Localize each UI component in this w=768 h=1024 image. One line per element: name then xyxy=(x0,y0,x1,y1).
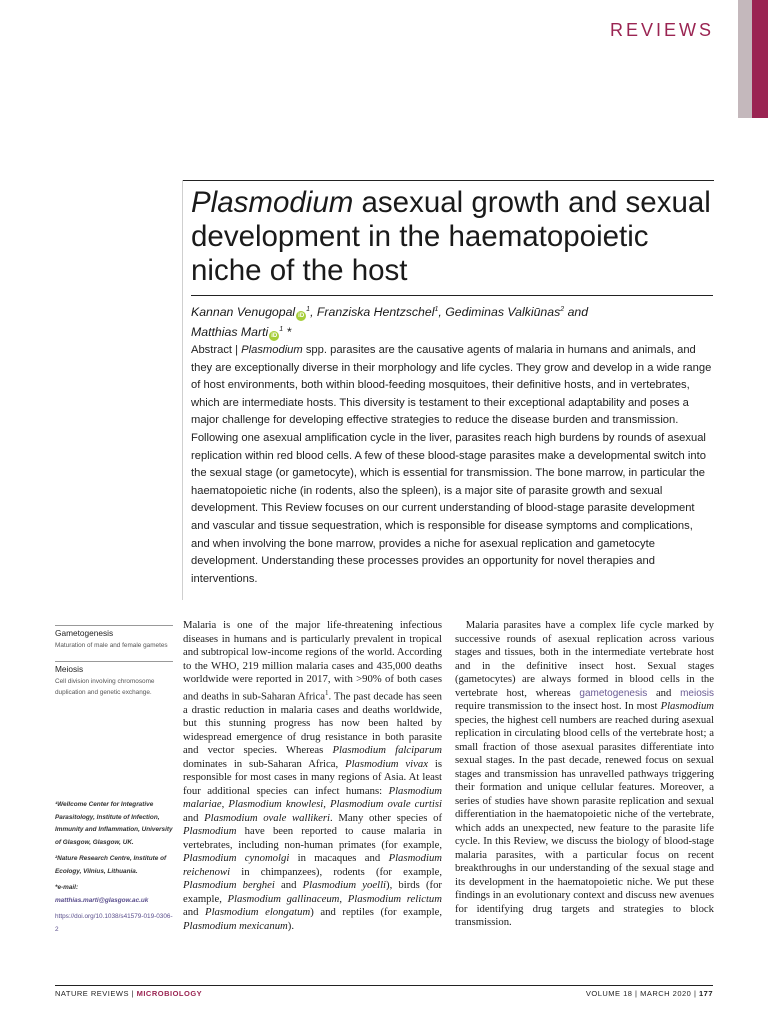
affiliation-mark: 1 xyxy=(279,326,284,334)
body-text: and xyxy=(183,811,205,824)
body-text: Malaria parasites have a complex life cycle marked by successive rounds of asexual replication across various stages and tissues, both in the intermediate vertebrate host and in the definitive insect host. Sexual stages (gametocytes) are always formed in blood cells in the vertebrate host, whereas xyxy=(455,619,714,699)
species-name: Plasmodium xyxy=(183,825,237,838)
species-name: Plasmodium knowlesi xyxy=(228,798,324,811)
footer-journal-name: MICROBIOLOGY xyxy=(136,989,203,998)
edge-tab xyxy=(738,0,768,118)
body-text: ). xyxy=(287,919,295,932)
glossary-term: Gametogenesis xyxy=(55,625,173,638)
species-name: Plasmodium gallinaceum xyxy=(227,892,340,905)
author-conjunction: and xyxy=(564,305,589,320)
author-list xyxy=(191,301,711,341)
body-text: and xyxy=(647,686,681,699)
orcid-icon[interactable]: iD xyxy=(271,333,278,340)
body-text: in macaques and xyxy=(289,852,389,865)
body-text: . The past decade has seen a drastic reduction in malaria cases and deaths worldwide, but this stunning progress has now been halted by widespread emergence of drug resistance in both parasite and vector species. Whereas xyxy=(183,690,443,757)
edge-tab-accent xyxy=(752,0,768,118)
author-name[interactable]: Kannan Venugopal xyxy=(191,305,296,320)
page-number: 177 xyxy=(698,989,713,998)
email-line xyxy=(55,882,173,907)
species-name: Plasmodium mexicanum xyxy=(183,919,288,932)
doi-link[interactable]: https://doi.org/10.1038/s41579-019-0306-2 xyxy=(55,913,173,933)
body-column-1 xyxy=(183,619,442,933)
email-link[interactable]: matthias.marti@glasgow.ac.uk xyxy=(55,896,149,904)
glossary-term: Meiosis xyxy=(55,661,173,674)
body-text: require transmission to the insect host. In most xyxy=(455,700,661,712)
species-name: Plasmodium berghei xyxy=(183,879,275,892)
body-text: and xyxy=(183,906,206,919)
author-name[interactable]: Matthias Marti xyxy=(191,325,269,340)
affiliation-mark: 1 xyxy=(434,306,439,313)
abstract-text: spp. parasites are the causative agents of malaria in humans and animals, and they are exceptionally diverse in their morphology and life cycles. They grow and develop in a wide range of host environments, both within blood-feeding mosquitoes, their definitive hosts, and in vertebrates, which are intermediate hosts. This diversity is testament to their exceptional adaptability and poses a major challenge for developing effective strategies to reduce the disease burden and transmission. Following one asexual amplification cycle in the liver, parasites reach high burdens by rounds of asexual replication within red blood cells. A few of these blood-stage parasites make a developmental switch into the sexual stage (or gametocyte), which is essential for transmission. The bone marrow, in particular the haematopoietic niche (in rodents, also the spleen), is a major site of parasite growth and sexual development. This Review focuses on our current understanding of blood-stage parasite development and vascular and tissue sequestration, which is responsible for disease symptoms and complications, and when involving the bone marrow, provides a niche for asexual replication and gametocyte development. Understanding these processes provides an opportunity for novel therapies and interventions. xyxy=(191,344,712,585)
email-label: *e-mail: xyxy=(55,884,79,891)
affiliation-mark: 1 xyxy=(306,306,311,313)
author-name[interactable]: , Gediminas Valkiūnas xyxy=(438,305,561,320)
glossary-definition: Cell division involving chromosome duplication and genetic exchange. xyxy=(55,678,155,696)
affiliation: ²Nature Research Centre, Institute of Ecology, Vilnius, Lithuania. xyxy=(55,855,167,875)
body-text: , xyxy=(221,798,229,811)
footer-rule xyxy=(55,985,713,986)
abstract-italic: Plasmodium xyxy=(241,344,303,356)
footer-volume xyxy=(586,989,713,998)
corresponding-mark: * xyxy=(283,325,292,340)
title-rest: asexual growth and sexual development in the haematopoietic niche of the host xyxy=(191,186,711,287)
body-text: , xyxy=(339,892,348,905)
abstract-lead: Abstract | xyxy=(191,344,242,356)
title-rule xyxy=(182,180,714,181)
abstract xyxy=(191,342,713,588)
article-title xyxy=(191,186,711,288)
body-text: . Many other species of xyxy=(330,811,442,824)
section-label: REVIEWS xyxy=(609,20,714,40)
species-name: Plasmodium ovale wallikeri xyxy=(204,811,331,824)
title-italic: Plasmodium xyxy=(191,186,354,219)
species-name: Plasmodium cynomolgi xyxy=(183,852,290,865)
glossary-sidebar xyxy=(55,625,173,708)
body-text: in chimpanzees), rodents (for example, xyxy=(230,865,442,878)
citation-ref: 1 xyxy=(325,688,329,697)
affiliation: ¹Wellcome Center for Integrative Parasitology, Institute of Infection, Immunity and Inflammation, University of Glasgow, Glasgow, UK. xyxy=(55,801,173,846)
species-name: Plasmodium vivax xyxy=(345,757,428,770)
species-name: Plasmodium xyxy=(660,700,714,712)
footer-journal-prefix: NATURE REVIEWS | xyxy=(55,989,137,998)
glossary-definition: Maturation of male and female gametes xyxy=(55,642,168,649)
body-text: have been reported to cause malaria in vertebrates, including non-human primates (for example, xyxy=(183,825,442,851)
title-vertical-rule xyxy=(182,180,183,600)
author-name[interactable]: , Franziska Hentzschel xyxy=(310,305,435,320)
affiliation-mark: 2 xyxy=(560,306,565,313)
species-name: Plasmodium reichenowi xyxy=(183,852,442,878)
body-text: is responsible for most cases in many regions of Asia. At least four additional species can infect humans: xyxy=(183,757,442,797)
authors-rule xyxy=(191,295,713,296)
species-name: Plasmodium yoelli xyxy=(302,879,387,892)
body-text: Malaria is one of the major life-threatening infectious diseases in humans and is particularly prevalent in tropical and subtropical low-income regions of the world. According to the WHO, 219 million malaria cases and 435,000 deaths worldwide were reported in 2017, with >90% of both cases and deaths in sub-Saharan Africa xyxy=(183,619,442,703)
body-text: dominates in sub-Saharan Africa, xyxy=(183,757,346,770)
body-text: species, the highest cell numbers are reached during asexual replication in circulating blood cells of the vertebrate host; a small fraction of those asexual parasites differentiate into sexual stages. In the past decade, renewed focus on sexual stages and transmission has unravelled pathways triggering their formation and unique cellular features. Moreover, a series of studies have shown parasite replication and sexual differentiation in the haematopoietic niche of the vertebrate, which adds an unexpected, new feature to the parasite life cycle. In this Review, we discuss the biology of blood-stage malaria parasites, with a particular focus on recent breakthroughs in our understanding of the sexual stage and its development in the haematopoietic niche. We put these findings in an evolutionary context and discuss new avenues for identifying drug targets and strategies to block transmission. xyxy=(455,713,714,928)
body-text: and xyxy=(274,879,303,892)
affiliations xyxy=(55,799,173,940)
glossary-link[interactable]: meiosis xyxy=(680,687,714,699)
glossary-link[interactable]: gametogenesis xyxy=(579,687,648,699)
species-name: Plasmodium ovale curtisi xyxy=(329,798,442,811)
orcid-icon[interactable]: iD xyxy=(298,313,305,320)
species-name: Plasmodium falciparum xyxy=(332,744,443,757)
body-text: , xyxy=(323,798,330,811)
species-name: Plasmodium malariae xyxy=(183,784,442,811)
footer-journal xyxy=(55,989,202,998)
footer-volume-text: VOLUME 18 | MARCH 2020 | xyxy=(585,989,699,998)
body-text: ), birds (for example, xyxy=(183,879,442,905)
body-column-2 xyxy=(455,619,714,930)
body-text: ) and reptiles (for example, xyxy=(310,906,442,919)
species-name: Plasmodium relictum xyxy=(347,892,442,905)
species-name: Plasmodium elongatum xyxy=(205,906,311,919)
